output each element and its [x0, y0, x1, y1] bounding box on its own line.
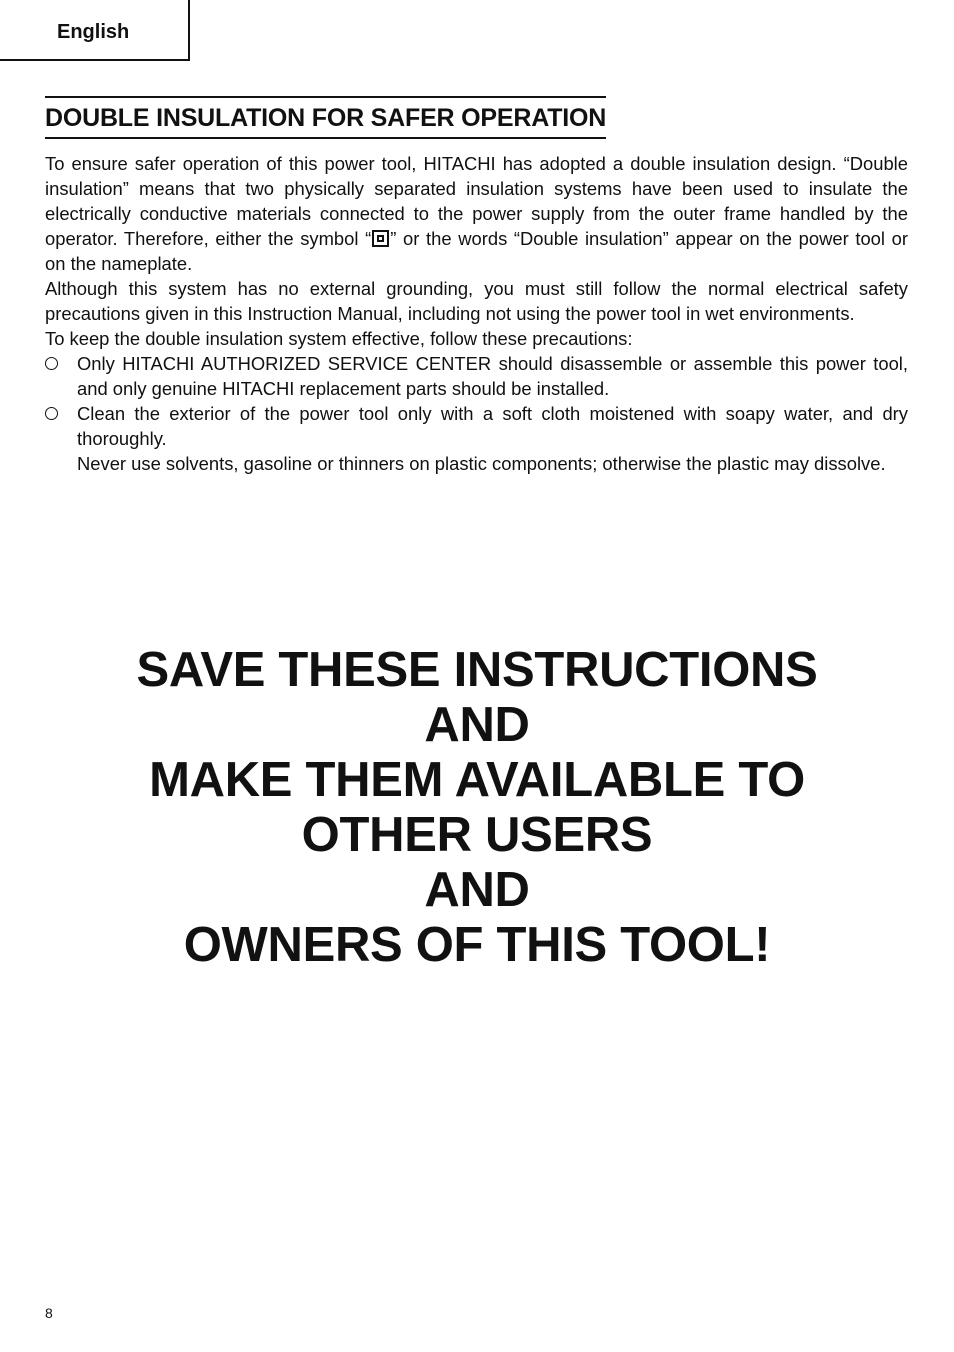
- notice-line: AND: [424, 698, 530, 752]
- paragraph-text-before-symbol: To ensure safer operation of this power tool, HITACHI has adopted a double insulation design. “Double insulation” means that two physically separated insulation systems have been used to insulate the electrically conductive materials connected to the power supply from the outer frame handled by the operator. Therefore, either the symbol “: [45, 153, 908, 249]
- language-tab: [0, 0, 190, 61]
- double-insulation-section: [45, 96, 908, 476]
- list-item: [45, 401, 908, 476]
- notice-line: MAKE THEM AVAILABLE TO: [149, 753, 805, 807]
- circle-bullet-icon: [45, 357, 58, 370]
- page-number: 8: [45, 1305, 53, 1321]
- list-item-text: Clean the exterior of the power tool only with a soft cloth moistened with soapy water, and dry thoroughly.: [77, 403, 908, 449]
- list-item-text: Only HITACHI AUTHORIZED SERVICE CENTER should disassemble or assemble this power tool, and only genuine HITACHI replacement parts should be installed.: [77, 353, 908, 399]
- double-insulation-icon: [372, 230, 389, 247]
- paragraph-grounding: Although this system has no external grounding, you must still follow the normal electrical safety precautions given in this Instruction Manual, including not using the power tool in wet environments.: [45, 278, 908, 324]
- paragraph-precautions-intro: To keep the double insulation system effective, follow these precautions:: [45, 328, 633, 349]
- section-title: DOUBLE INSULATION FOR SAFER OPERATION: [45, 96, 606, 139]
- notice-line: AND: [424, 863, 530, 917]
- language-label: English: [57, 21, 130, 43]
- notice-line: SAVE THESE INSTRUCTIONS: [136, 643, 818, 697]
- paragraph-text-after-symbol: ” or the words “Double insulation” appear on the power tool or on the nameplate.: [45, 228, 908, 274]
- circle-bullet-icon: [45, 407, 58, 420]
- notice-line: OWNERS OF THIS TOOL!: [183, 918, 771, 972]
- list-item: [45, 351, 908, 401]
- notice-line: OTHER USERS: [301, 808, 653, 862]
- paragraph-double-insulation: [45, 151, 908, 276]
- save-instructions-notice: [0, 643, 954, 973]
- section-body: [45, 151, 908, 476]
- list-item-continuation: Never use solvents, gasoline or thinners on plastic components; otherwise the plastic may dissolve.: [77, 453, 886, 474]
